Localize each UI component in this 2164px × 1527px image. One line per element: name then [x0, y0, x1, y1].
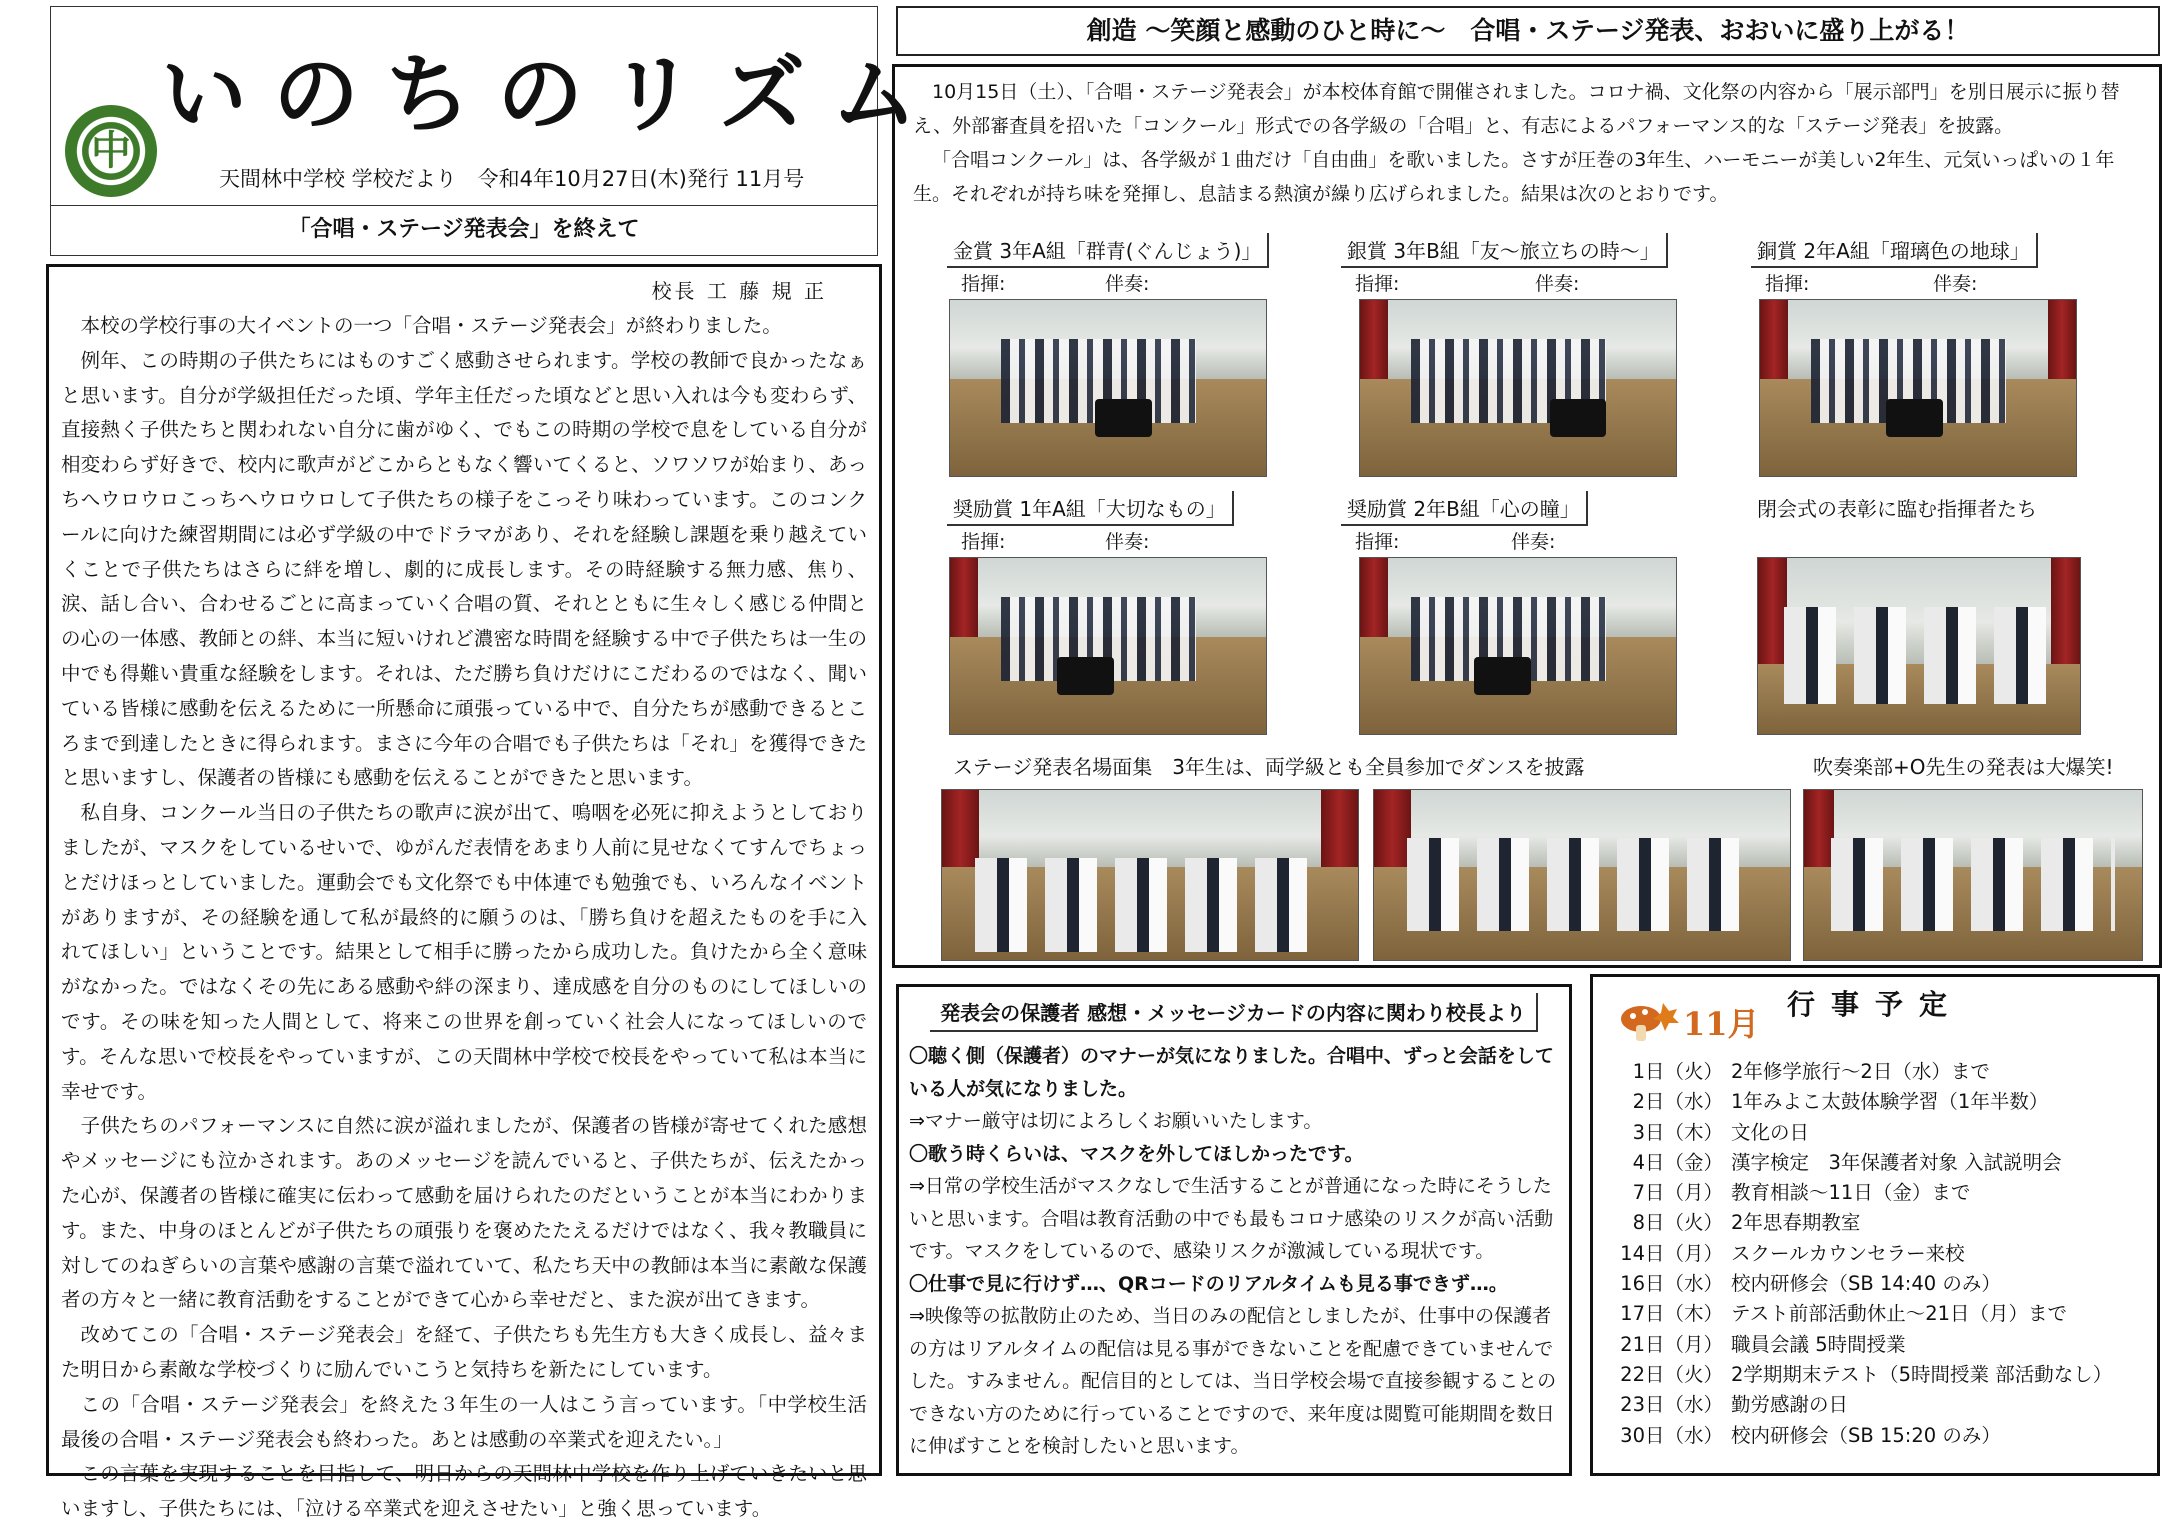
event-date: 2日（水）: [1632, 1090, 1723, 1114]
report-text: [913, 75, 2143, 211]
photo-silver-choir: [1359, 299, 1677, 477]
accompanist-label: 伴奏:: [1511, 531, 1556, 553]
photo-encourage-2b-choir: [1359, 557, 1677, 735]
event-date: 23日（水）: [1620, 1393, 1723, 1417]
parent-comment: 〇歌う時くらいは、マスクを外してほしかったです。: [909, 1142, 1364, 1165]
school-emblem-icon: [65, 105, 157, 197]
event-text: 2年思春期教室: [1731, 1211, 1861, 1235]
accompanist-label: 伴奏:: [1105, 531, 1150, 553]
principal-reply: ⇒日常の学校生活がマスクなしで生活することが普通になった時にそうしたいと思います。合唱は教育活動の中でも最もコロナ感染のリスクが高い活動です。マスクをしているので、感染リスクが激減している現状です。: [909, 1175, 1554, 1262]
essay-paragraph: 私自身、コンクール当日の子供たちの歌声に涙が出て、嗚咽を必死に抑えようとしておりましたが、マスクをしているせいで、ゆがんだ表情をあまり人前に見せなくてすんでちょっとだけほっとしていました。運動会でも文化祭でも中体連でも勉強でも、いろんなイベントがありますが、その経験を通して私が最終的に願うのは、「勝ち負けを超えたものを手に入れてほしい」ということです。結果として相手に勝ったから成功した。負けたから全く意味がなかった。ではなくその先にある感動や絆の深まり、達成感を自分のものにしてほしいのです。その味を知った人間として、将来この世界を創っていく社会人になってほしいのです。そんな思いで校長をやっていますが、この天間林中学校で校長をやっていて私は本当に幸せです。: [61, 801, 867, 1103]
event-date: 21日（月）: [1620, 1332, 1723, 1356]
issue-info: 天間林中学校 学校だより 令和4年10月27日(木)発行 11月号: [219, 167, 805, 191]
photo-gold-choir: [949, 299, 1267, 477]
conductor-label: 指揮:: [1355, 273, 1400, 295]
event-date: 1日（火）: [1632, 1060, 1723, 1083]
essay-paragraph: この言葉を実現することを目指して、明日からの天間林中学校を作り上げていきたいと思いますし、子供たちには、「泣ける卒業式を迎えさせたい」と強く思っています。: [61, 1462, 867, 1521]
event-text: 職員会議 5時間授業: [1731, 1332, 1906, 1356]
event-text: 1年みよこ太鼓体験学習（1年半数）: [1731, 1090, 2049, 1114]
conductor-label: 指揮:: [961, 273, 1006, 295]
event-date: 4日（金）: [1632, 1150, 1723, 1174]
stage-highlights-caption: ステージ発表名場面集 3年生は、両学級とも全員参加でダンスを披露: [953, 755, 1585, 779]
event-item: [1611, 1148, 2151, 1178]
event-item: [1611, 1087, 2151, 1117]
event-text: テスト前部活動休止～21日（月）まで: [1731, 1302, 2068, 1326]
closing-ceremony-caption: 閉会式の表彰に臨む指揮者たち: [1757, 497, 2037, 521]
event-item: [1611, 1118, 2151, 1148]
event-item: [1611, 1421, 2151, 1451]
emblem-char: 中: [91, 128, 131, 174]
event-list: [1611, 1057, 2151, 1451]
parent-messages: [896, 984, 1572, 1476]
essay-heading: 「合唱・ステージ発表会」を終えて: [50, 206, 878, 256]
principal-essay: [46, 264, 882, 1521]
event-item: [1611, 1299, 2151, 1329]
award-caption-gold: 金賞 3年A組「群青(ぐんじょう)」: [947, 233, 1269, 268]
event-text: 勤労感謝の日: [1731, 1393, 1849, 1417]
photo-stage-performance-2: [1373, 789, 1791, 961]
event-item: [1611, 1360, 2151, 1390]
award-caption-silver: 銀賞 3年B組「友～旅立ちの時～」: [1341, 233, 1668, 268]
principal-reply: ⇒映像等の拡散防止のため、当日のみの配信としましたが、仕事中の保護者の方はリアルタイムの配信は見る事ができないことを配慮できていませんでした。すみません。配信目的としては、当日学校会場で直接参観することのできない方のために行っていることですので、来年度は閲覧可能期間を数日に伸ばすことを検討したいと思います。: [909, 1305, 1557, 1457]
event-date: 30日（水）: [1620, 1423, 1723, 1447]
event-text: スクールカウンセラー来校: [1731, 1241, 1965, 1265]
event-item: [1611, 1269, 2151, 1299]
conductor-label: 指揮:: [1355, 531, 1400, 553]
event-date: 17日（木）: [1620, 1302, 1723, 1326]
parent-comment: 〇聴く側（保護者）のマナーが気になりました。合唱中、ずっと会話をしている人が気になりました。: [909, 1045, 1554, 1100]
event-item: [1611, 1239, 2151, 1269]
photo-conductors-award: [1757, 557, 2081, 735]
messages-title: 発表会の保護者 感想・メッセージカードの内容に関わり校長より: [930, 993, 1538, 1032]
event-date: 7日（月）: [1632, 1181, 1723, 1205]
event-item: [1611, 1208, 2151, 1238]
photo-brass-band: [1803, 789, 2143, 961]
newsletter-title: いのちのリズム: [161, 44, 944, 145]
report-paragraph: 「合唱コンクール」は、各学級が１曲だけ「自由曲」を歌いました。さすが圧巻の3年生、ハーモニーが美しい2年生、元気いっぱいの１年生。それぞれが持ち味を発揮し、息詰まる熱演が繰り広げられました。結果は次のとおりです。: [913, 149, 2115, 205]
essay-paragraph: 改めてこの「合唱・ステージ発表会」を経て、子供たちも先生方も大きく成長し、益々また明日から素敵な学校づくりに励んでいこうと気持ちを新たにしています。: [61, 1323, 867, 1381]
photo-bronze-choir: [1759, 299, 2077, 477]
event-text: 校内研修会（SB 14:40 のみ）: [1731, 1272, 2001, 1296]
award-caption-bronze: 銅賞 2年A組「瑠璃色の地球」: [1751, 233, 2038, 268]
event-text: 校内研修会（SB 15:20 のみ）: [1731, 1423, 2001, 1447]
event-item: [1611, 1178, 2151, 1208]
event-schedule: [1590, 974, 2160, 1476]
event-text: 2学期期末テスト（5時間授業 部活動なし）: [1731, 1362, 2113, 1386]
accompanist-label: 伴奏:: [1105, 273, 1150, 295]
event-date: 3日（木）: [1632, 1120, 1723, 1144]
photo-stage-performance-1: [941, 789, 1359, 961]
report-paragraph: 10月15日（土）、「合唱・ステージ発表会」が本校体育館で開催されました。コロナ禍、文化祭の内容から「展示部門」を別日展示に振り替え、外部審査員を招いた「コンクール」形式での各学級の「合唱」と、有志によるパフォーマンス的な「ステージ発表」を披露。: [913, 81, 2120, 137]
event-date: 8日（火）: [1632, 1211, 1723, 1235]
event-date: 14日（月）: [1620, 1241, 1723, 1265]
event-text: 文化の日: [1731, 1120, 1810, 1144]
masthead: [50, 6, 944, 206]
award-caption-encourage-1a: 奨励賞 1年A組「大切なもの」: [947, 491, 1234, 526]
award-caption-encourage-2b: 奨励賞 2年B組「心の瞳」: [1341, 491, 1588, 526]
essay-paragraph: この「合唱・ステージ発表会」を終えた３年生の一人はこう言っています。「中学校生活最後の合唱・ステージ発表会も終わった。あとは感動の卒業式を迎えたい。」: [61, 1392, 867, 1451]
accompanist-label: 伴奏:: [1535, 273, 1580, 295]
event-text: 漢字検定 3年保護者対象 入試説明会: [1731, 1150, 2062, 1174]
essay-paragraph: 子供たちのパフォーマンスに自然に涙が溢れましたが、保護者の皆様が寄せてくれた感想やメッセージにも泣かされます。あのメッセージを読んでいると、子供たちが、伝えたかった心が、保護者の皆様に確実に伝わって感動を届けられたのだということが本当にわかります。また、中身のほとんどが子供たちの頑張りを褒めたたえるだけではなく、我々教職員に対してのねぎらいの言葉や感謝の言葉で溢れていて、私たち天中の教師は本当に素敵な保護者の方々と一緒に教育活動をすることができて心から幸せだと、また涙が出てきます。: [61, 1114, 867, 1312]
essay-paragraph: 例年、この時期の子供たちにはものすごく感動させられます。学校の教師で良かったなぁと思います。自分が学級担任だった頃、学年主任だった頃などと思い入れは今も変わらず、直接熱く子供たちと関われない自分に歯がゆく、でもこの時期の学校で息をしている自分が相変わらず好きで、校内に歌声がどこからともなく響いてくると、ソワソワが始まり、あっちへウロウロこっちへウロウロして子供たちの様子をこっそり味わっています。このコンクールに向けた練習期間には必ず学級の中でドラマがあり、それを経験し課題を乗り越えていくことで子供たちはさらに絆を増し、劇的に成長します。その時経験する無力感、焦り、涙、話し合い、合わせるごとに高まっていく合唱の質、それとともに生々しく感じる仲間との心の一体感、教師との絆、本当に短いけれど濃密な時間を経験する中で子供たちは一生の中でも得難い貴重な経験をします。それは、ただ勝ち負けだけにこだわるのではなく、聞いている皆様に感動を伝えるために一所懸命に頑張っている中で、自分たちが感動できるところまで到達したときに得られます。まさに今年の合唱でも子供たちは「それ」を獲得できたと思いますし、保護者の皆様にも感動を伝えることができたと思います。: [61, 348, 867, 790]
schedule-title: 行事予定: [1786, 988, 1963, 1021]
accompanist-label: 伴奏:: [1933, 273, 1978, 295]
event-date: 22日（火）: [1620, 1362, 1723, 1386]
conductor-label: 指揮:: [1765, 273, 1810, 295]
month-badge: 11月: [1683, 1005, 1760, 1043]
concert-report: [892, 64, 2162, 968]
event-text: 教育相談～11日（金）まで: [1731, 1181, 1971, 1205]
principal-reply: ⇒マナー厳守は切によろしくお願いいたします。: [909, 1110, 1323, 1132]
event-date: 16日（水）: [1620, 1272, 1723, 1296]
event-item: [1611, 1057, 2151, 1087]
essay-author: 校長 工 藤 規 正: [651, 279, 827, 303]
essay-paragraph: 本校の学校行事の大イベントの一つ「合唱・ステージ発表会」が終わりました。: [80, 314, 782, 337]
event-text: 2年修学旅行～2日（水）まで: [1731, 1060, 1990, 1083]
brass-band-caption: 吹奏楽部+O先生の発表は大爆笑!: [1813, 755, 2114, 779]
conductor-label: 指揮:: [961, 531, 1006, 553]
photo-encourage-1a-choir: [949, 557, 1267, 735]
report-headline: 創造 ～笑顔と感動のひと時に～ 合唱・ステージ発表、おおいに盛り上がる！: [896, 6, 2160, 56]
event-item: [1611, 1330, 2151, 1360]
parent-comment: 〇仕事で見に行けず…、QRコードのリアルタイムも見る事できず…。: [909, 1272, 1508, 1295]
event-item: [1611, 1390, 2151, 1420]
